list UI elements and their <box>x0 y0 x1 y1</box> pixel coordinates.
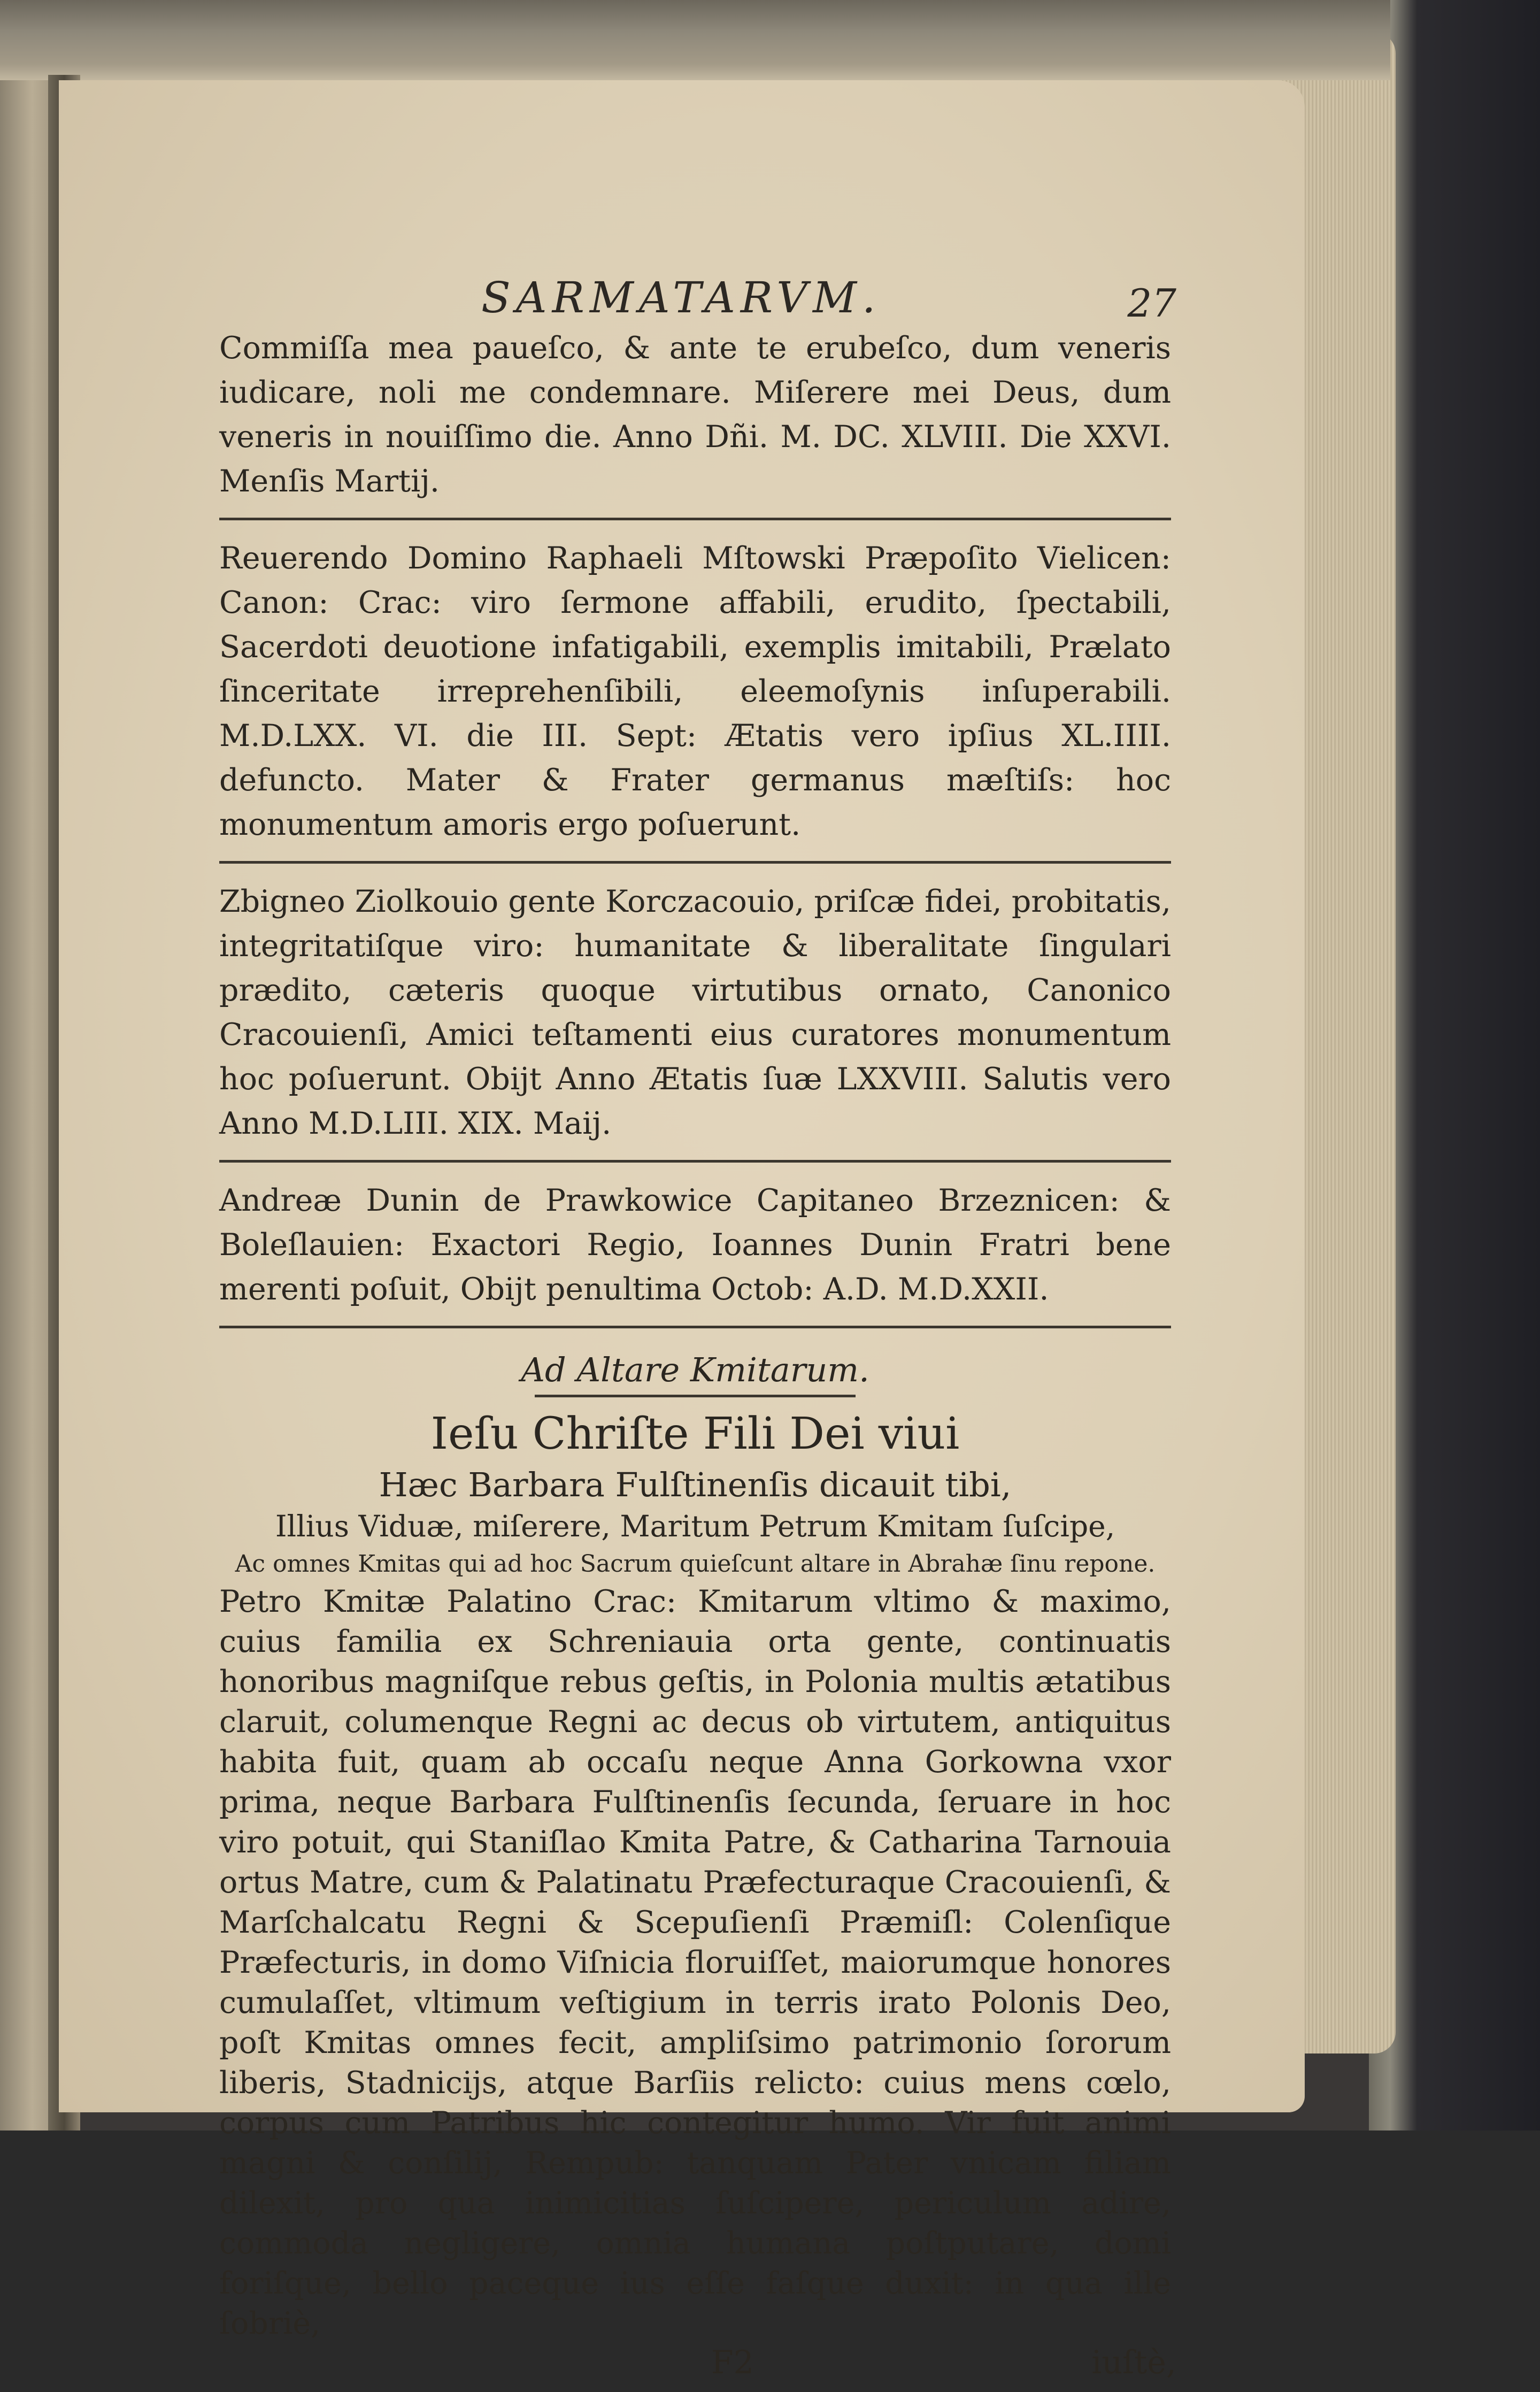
heading-underline <box>535 1395 856 1397</box>
altar-dedication: Hæc Barbara Fulſtinenſis dicauit tibi, <box>379 1465 1012 1504</box>
right-page <box>59 80 1305 2381</box>
epitaph-3: Zbigneo Ziolkouio gente Korczacouio, priſcæ fidei, probitatis, integritatiſque viro: humanitate & liberalitate ſingulari prædito, cæteris quoque virtutibus ornato, Canonico Cracouienſi, Amici teſtamenti eius curatores monumentum hoc poſuerunt. Obijt Anno Ætatis ſuæ LXXVIII. Salutis vero Anno M.D.LIII. XIX. Maij. <box>219 884 1171 1141</box>
altar-prayer-line: Illius Viduæ, miſerere, Maritum Petrum Kmitam ſuſcipe, <box>275 1509 1115 1543</box>
catchword: iuſtè, <box>1091 2344 1176 2381</box>
altar-epitaph-body: Petro Kmitæ Palatino Crac: Kmitarum vltimo & maximo, cuius familia ex Schreniauia orta gente, continuatis honoribus magniſque rebus geſtis, in Polonia multis ætatibus claruit, columenque Regni ac decus ob virtutem, antiquitus habita fuit, quam ab occaſu neque Anna Gorkowna vxor prima, neque Barbara Fulſtinenſis ſecunda, ſeruare in hoc viro potuit, qui Staniſlao Kmita Patre, & Catharina Tarnouia ortus Matre, cum & Palatinatu Præfecturaque Cracouienſi, & Marſchalcatu Regni & Scepuſienſi Præmiſl: Colenſique Præfecturis, in domo Viſnicia floruiſſet, maiorumque honores cumulaſſet, vltimum veſtigium in terris irato Polonis Deo, poſt Kmitas omnes fecit, ampliſsimo patrimonio ſororum liberis, Stadnicijs, atque Barſiis relicto: cuius mens cœlo, corpus cum Patribus hic contegitur humo. Vir fuit animi magni & conſilij, Rempub: tanquam Pater vnicam filiam dilexit, pro qua inimicitias ſuſcipere, periculum adire, commoda negligere, omnia humana poſtputare, domi foriſque, bello paceque ius eſſe faſque duxit: in qua ille ſobriè, <box>219 1584 1171 2341</box>
running-head: SARMATARVM. <box>481 273 881 322</box>
epitaph-1: Commiſſa mea paueſco, & ante te erubeſco, dum veneris iudicare, noli me condemnare. Miſerere mei Deus, dum veneris in nouiſſimo die. Anno Dñi. M. DC. XLVIII. Die XXVI. Menſis Martij. <box>219 330 1171 499</box>
altar-heading: Ad Altare Kmitarum. <box>521 1350 869 1389</box>
book-top-edge <box>0 0 1390 80</box>
epitaph-2: Reuerendo Domino Raphaeli Mſtowski Præpoſito Vielicen: Canon: Crac: viro ſermone affabili, erudito, ſpectabili, Sacerdoti deuotione infatigabili, exemplis imitabili, Prælato ſinceritate irreprehenſibili, eleemoſynis inſuperabili. M.D.LXX. VI. die III. Sept: Ætatis vero ipſius XL.IIII. defuncto. Mater & Frater germanus mæſtiſs: hoc monumentum amoris ergo poſuerunt. <box>219 541 1171 842</box>
page-number: 27 <box>1127 281 1176 326</box>
altar-invocation: Ieſu Chriſte Fili Dei viui <box>430 1409 960 1459</box>
signature-mark: F2 <box>711 2344 754 2381</box>
altar-prayer-line-2: Ac omnes Kmitas qui ad hoc Sacrum quieſcunt altare in Abrahæ ſinu repone. <box>235 1550 1156 1578</box>
epitaph-4: Andreæ Dunin de Prawkowice Capitaneo Brzeznicen: & Boleſlauien: Exactori Regio, Ioannes Dunin Fratri bene merenti poſuit, Obijt penultima Octob: A.D. M.D.XXII. <box>219 1183 1171 1307</box>
divider-rule <box>219 1326 1171 1328</box>
page-footer <box>219 2344 1176 2392</box>
page-text-block <box>219 262 1176 2392</box>
page-header <box>219 262 1176 326</box>
